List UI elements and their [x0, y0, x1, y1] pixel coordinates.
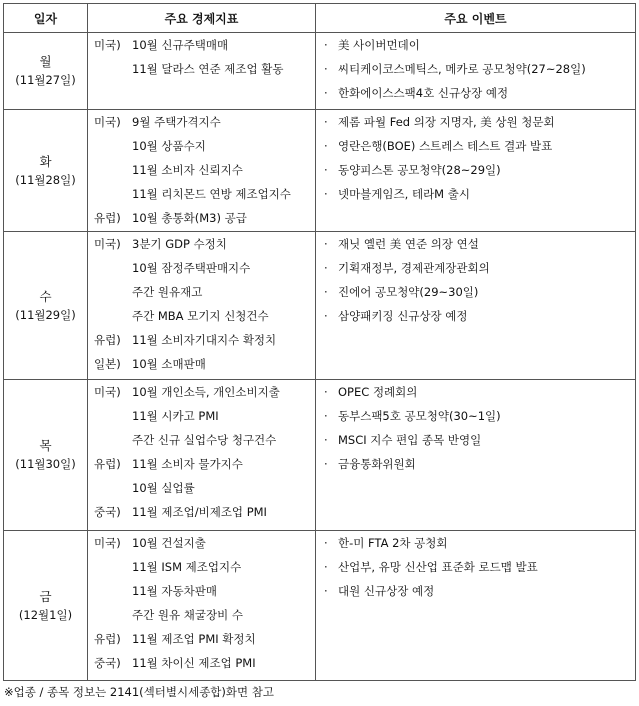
day-cell	[4, 232, 88, 380]
indicator-item	[88, 134, 315, 158]
event-text: 대원 신규상장 예정	[338, 584, 435, 598]
event-text: 진에어 공모청약(29~30일)	[338, 285, 479, 299]
event-item	[316, 57, 635, 81]
event-item	[316, 452, 635, 476]
day-name: 목	[39, 438, 52, 453]
event-text: 한-미 FTA 2차 공청회	[338, 536, 448, 550]
indicator-item	[88, 110, 315, 134]
indicator-region: 중국)	[94, 656, 121, 670]
bullet-icon: ·	[324, 309, 328, 323]
event-text: 동부스팩5호 공모청약(30~1일)	[338, 409, 501, 423]
indicator-region: 유럽)	[94, 632, 121, 646]
indicator-text: 11월 ISM 제조업지수	[132, 560, 242, 574]
day-date: (11월28일)	[15, 172, 76, 187]
indicator-region: 유럽)	[94, 457, 121, 471]
header-day: 일자	[4, 4, 88, 33]
indicators-cell	[88, 110, 316, 232]
event-item	[316, 428, 635, 452]
event-item	[316, 304, 635, 328]
indicator-item	[88, 304, 315, 328]
indicator-text: 11월 차이신 제조업 PMI	[132, 656, 256, 670]
bullet-icon: ·	[324, 584, 328, 598]
event-text: 제롬 파월 Fed 의장 지명자, 美 상원 청문회	[338, 115, 555, 129]
day-date: (11월30일)	[15, 457, 76, 471]
indicator-region: 미국)	[94, 38, 121, 52]
event-text: 금융통화위원회	[338, 457, 416, 471]
bullet-icon: ·	[324, 433, 328, 447]
indicator-item	[88, 500, 315, 524]
event-text: 재닛 옐런 美 연준 의장 연설	[338, 237, 479, 251]
event-item	[316, 280, 635, 304]
indicator-text: 9월 주택가격지수	[132, 115, 221, 129]
indicator-text: 10월 상품수지	[132, 139, 206, 153]
event-item	[316, 158, 635, 182]
indicator-item	[88, 328, 315, 352]
event-text: 삼양패키징 신규상장 예정	[338, 309, 468, 323]
header-events: 주요 이벤트	[316, 4, 636, 33]
event-item	[316, 110, 635, 134]
day-cell	[4, 33, 88, 110]
indicator-text: 주간 원유재고	[132, 285, 203, 299]
event-item	[316, 33, 635, 57]
header-indicators: 주요 경제지표	[88, 4, 316, 33]
indicator-text: 10월 총통화(M3) 공급	[132, 211, 247, 225]
indicators-cell	[88, 380, 316, 531]
indicator-text: 10월 신규주택매매	[132, 38, 229, 52]
event-text: 美 사이버먼데이	[338, 38, 420, 52]
indicator-region: 미국)	[94, 115, 121, 129]
bullet-icon: ·	[324, 457, 328, 471]
indicator-region: 유럽)	[94, 333, 121, 347]
indicator-text: 11월 제조업/비제조업 PMI	[132, 505, 267, 519]
day-row	[4, 33, 636, 110]
events-cell	[316, 232, 636, 380]
indicator-item	[88, 404, 315, 428]
indicator-item	[88, 206, 315, 230]
event-text: 기획재정부, 경제관계장관회의	[338, 261, 490, 275]
indicator-item	[88, 555, 315, 579]
events-cell	[316, 531, 636, 681]
day-date: (11월27일)	[15, 73, 76, 87]
events-cell	[316, 110, 636, 232]
indicator-item	[88, 256, 315, 280]
bullet-icon: ·	[324, 38, 328, 52]
indicator-item	[88, 476, 315, 500]
indicator-item	[88, 158, 315, 182]
day-cell	[4, 380, 88, 531]
bullet-icon: ·	[324, 385, 328, 399]
indicator-item	[88, 579, 315, 603]
indicator-item	[88, 452, 315, 476]
indicator-item	[88, 232, 315, 256]
indicators-cell	[88, 232, 316, 380]
event-item	[316, 232, 635, 256]
event-item	[316, 81, 635, 105]
indicator-item	[88, 603, 315, 627]
indicator-text: 11월 달라스 연준 제조업 활동	[132, 62, 284, 76]
event-text: MSCI 지수 편입 종목 반영일	[338, 433, 482, 447]
indicator-region: 미국)	[94, 237, 121, 251]
footnote: ※업종 / 종목 정보는 2141(섹터별시세종합)화면 참고	[4, 685, 274, 699]
events-cell	[316, 33, 636, 110]
indicator-item	[88, 33, 315, 57]
indicator-item	[88, 531, 315, 555]
indicator-text: 주간 신규 실업수당 청구건수	[132, 433, 277, 447]
event-item	[316, 256, 635, 280]
indicator-item	[88, 182, 315, 206]
indicator-text: 주간 MBA 모기지 신청건수	[132, 309, 269, 323]
event-item	[316, 579, 635, 603]
day-name: 월	[39, 54, 52, 69]
event-text: 산업부, 유망 신산업 표준화 로드맵 발표	[338, 560, 538, 574]
indicator-item	[88, 428, 315, 452]
day-name: 수	[39, 288, 52, 304]
event-text: 한화에이스스팩4호 신규상장 예정	[338, 86, 509, 100]
day-date: (12월1일)	[18, 607, 73, 622]
event-text: 넷마블게임즈, 테라M 출시	[338, 187, 470, 201]
indicator-text: 10월 소매판매	[132, 357, 206, 371]
indicator-text: 10월 개인소득, 개인소비지출	[132, 385, 280, 399]
indicator-region: 미국)	[94, 536, 121, 550]
indicator-text: 11월 리치몬드 연방 제조업지수	[132, 187, 291, 201]
indicator-text: 11월 제조업 PMI 확정치	[132, 632, 256, 646]
event-item	[316, 555, 635, 579]
indicator-region: 유럽)	[94, 211, 121, 225]
indicator-item	[88, 627, 315, 651]
indicator-item	[88, 280, 315, 304]
event-item	[316, 404, 635, 428]
event-item	[316, 531, 635, 555]
event-item	[316, 380, 635, 404]
bullet-icon: ·	[324, 163, 328, 177]
indicator-item	[88, 352, 315, 376]
indicator-text: 10월 건설지출	[132, 536, 206, 550]
bullet-icon: ·	[324, 115, 328, 129]
bullet-icon: ·	[324, 187, 328, 201]
day-name: 화	[39, 153, 52, 169]
bullet-icon: ·	[324, 62, 328, 76]
indicator-text: 11월 소비자 신뢰지수	[132, 163, 243, 177]
bullet-icon: ·	[324, 237, 328, 251]
day-row	[4, 232, 636, 380]
bullet-icon: ·	[324, 560, 328, 574]
table-header-row	[4, 4, 636, 33]
bullet-icon: ·	[324, 409, 328, 423]
indicator-region: 미국)	[94, 385, 121, 399]
day-row	[4, 531, 636, 681]
bullet-icon: ·	[324, 536, 328, 550]
bullet-icon: ·	[324, 86, 328, 100]
indicator-region: 일본)	[94, 357, 121, 371]
bullet-icon: ·	[324, 261, 328, 275]
event-text: OPEC 정례회의	[338, 385, 418, 399]
day-row	[4, 380, 636, 531]
event-item	[316, 134, 635, 158]
bullet-icon: ·	[324, 285, 328, 299]
indicators-cell	[88, 531, 316, 681]
bullet-icon: ·	[324, 139, 328, 153]
indicator-text: 11월 자동차판매	[132, 584, 217, 598]
indicator-item	[88, 380, 315, 404]
weekly-schedule-table	[3, 3, 636, 681]
day-cell	[4, 531, 88, 681]
indicator-text: 10월 실업률	[132, 481, 195, 495]
day-date: (11월29일)	[15, 307, 76, 322]
indicator-text: 10월 잠정주택판매지수	[132, 261, 251, 275]
indicator-region: 중국)	[94, 505, 121, 519]
indicator-text: 3분기 GDP 수정치	[132, 237, 227, 251]
day-name: 금	[39, 588, 52, 604]
indicator-text: 11월 소비자기대지수 확정치	[132, 333, 277, 347]
indicator-item	[88, 651, 315, 675]
event-text: 동양피스톤 공모청약(28~29일)	[338, 163, 501, 177]
day-cell	[4, 110, 88, 232]
indicator-text: 11월 시카고 PMI	[132, 409, 219, 423]
event-text: 영란은행(BOE) 스트레스 테스트 결과 발표	[338, 139, 553, 153]
events-cell	[316, 380, 636, 531]
indicator-text: 11월 소비자 물가지수	[132, 457, 243, 471]
indicators-cell	[88, 33, 316, 110]
indicator-item	[88, 57, 315, 81]
day-row	[4, 110, 636, 232]
event-text: 씨티케이코스메틱스, 메카로 공모청약(27~28일)	[338, 62, 586, 76]
indicator-text: 주간 원유 채굴장비 수	[132, 608, 243, 622]
schedule-body	[4, 33, 636, 681]
event-item	[316, 182, 635, 206]
